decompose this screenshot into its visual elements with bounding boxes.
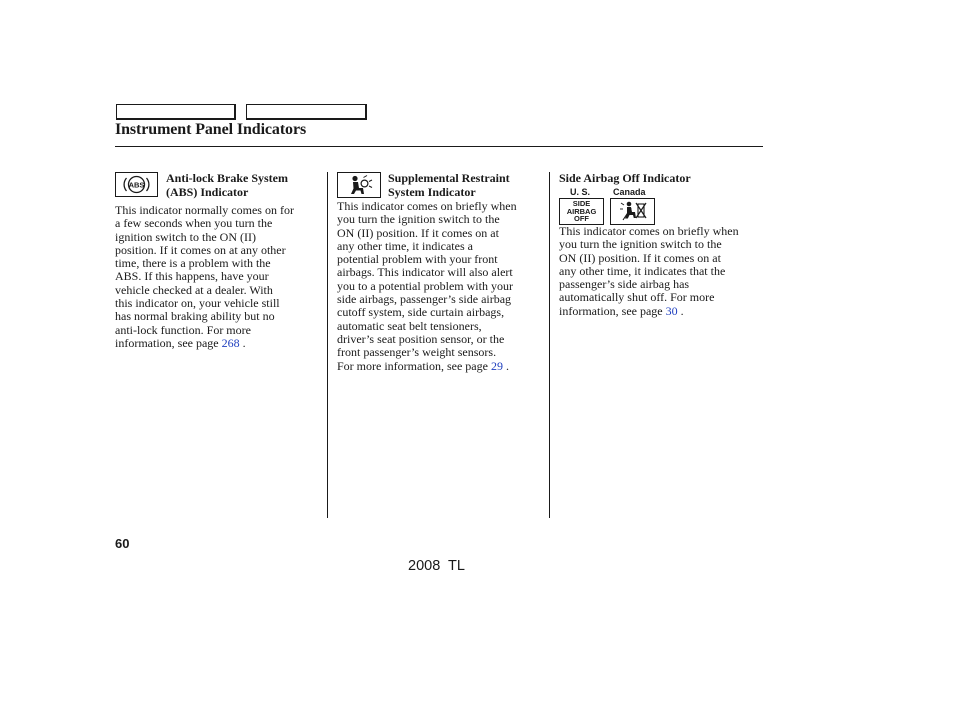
- abs-heading-row: [115, 172, 321, 204]
- abs-indicator-section: [115, 172, 321, 350]
- srs-heading: Supplemental Restraint System Indicator: [388, 171, 510, 199]
- nav-tab-box-1[interactable]: [116, 104, 236, 120]
- label-canada: Canada: [613, 187, 646, 197]
- side-airbag-off-heading: Side Airbag Off Indicator: [559, 171, 691, 185]
- side-airbag-off-symbol-icon: [610, 198, 655, 225]
- page-number: 60: [115, 536, 130, 551]
- page-ref-link-268[interactable]: 268: [221, 335, 240, 350]
- srs-indicator-section: [337, 172, 543, 373]
- column-divider: [327, 172, 328, 518]
- svg-text:ABS: ABS: [128, 180, 145, 190]
- abs-heading: Anti-lock Brake System (ABS) Indicator: [166, 171, 288, 199]
- side-airbag-off-text-icon: SIDE AIRBAG OFF: [559, 198, 604, 225]
- srs-heading-row: [337, 172, 543, 204]
- page-ref-link-29[interactable]: 29: [490, 358, 503, 373]
- column-divider: [549, 172, 550, 518]
- page-ref-link-30[interactable]: 30: [665, 303, 678, 318]
- footer-model-year: 2008 TL: [408, 558, 465, 574]
- nav-tab-box-2[interactable]: [246, 104, 367, 120]
- abs-description: This indicator normally comes on for a few seconds when you turn the ignition switch to the ON (II) position. If it comes on at any other time, there is a problem with the ABS. If this happens, have your vehicle checked at a dealer. With this indicator on, your vehicle still has normal braking ability but no anti-lock function. For more information, see page 268 .: [115, 203, 294, 350]
- page-title: Instrument Panel Indicators: [115, 121, 307, 138]
- srs-airbag-icon: [337, 172, 381, 198]
- side-airbag-off-description: This indicator comes on briefly when you turn the ignition switch to the ON (II) position. If it comes on at any other time, it indicates that the passenger’s side airbag has automatically shut off. For more information, see page 30 .: [559, 224, 739, 318]
- abs-warning-icon: [115, 172, 158, 197]
- title-rule: [115, 146, 763, 147]
- srs-description: This indicator comes on briefly when you turn the ignition switch to the ON (II) position. If it comes on at any other time, it indicates a potential problem with your front airbags. This indicator will also alert you to a potential problem with your side airbags, passenger’s side airbag cutoff system, side curtain airbags, automatic seat belt tensioners, driver’s seat position sensor, or the front passenger’s weight sensors. For more information, see page 29 .: [337, 199, 517, 373]
- label-us: U. S.: [570, 187, 591, 197]
- side-airbag-off-section: [559, 172, 765, 372]
